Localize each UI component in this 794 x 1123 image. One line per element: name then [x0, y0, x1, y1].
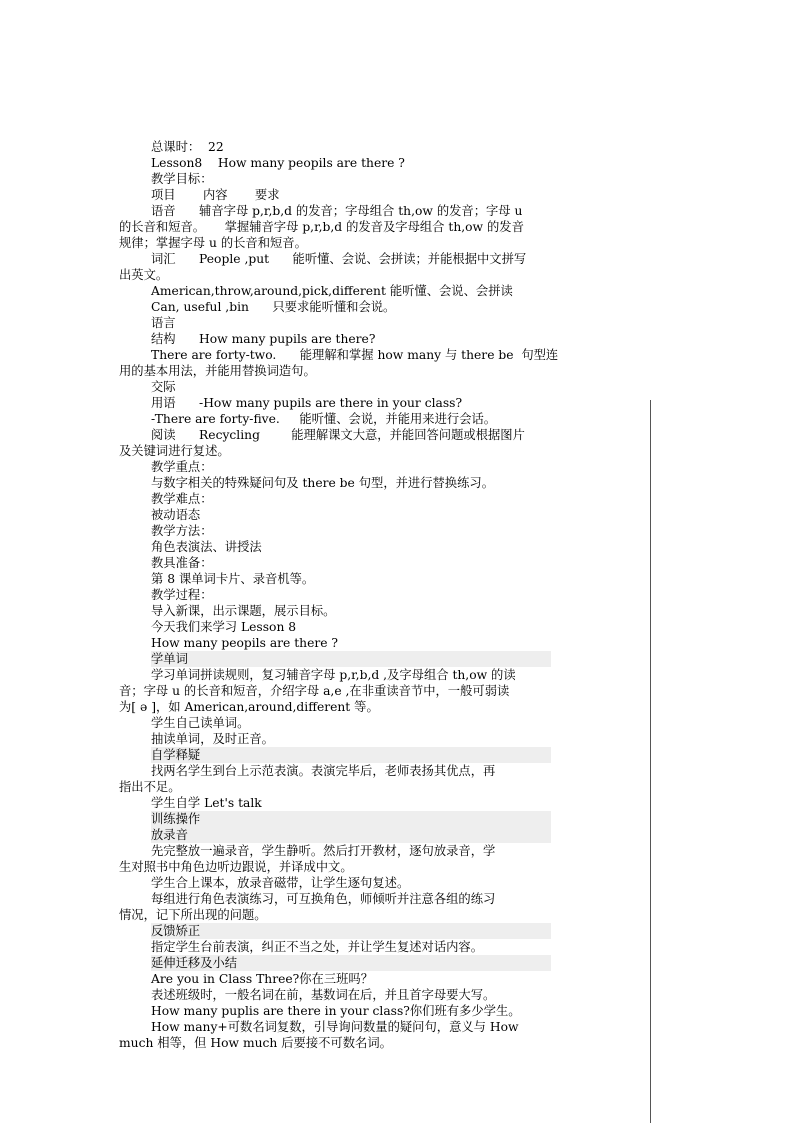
text-line: 指出不足。	[119, 780, 181, 794]
section-heading: 学单词	[151, 651, 551, 667]
text-line: much 相等，但 How much 后要接不可数名词。	[119, 1036, 392, 1050]
text-line: 阅读 Recycling 能理解课文大意，并能回答问题或根据图片	[151, 428, 525, 442]
text-line: 被动语态	[151, 508, 201, 522]
text-line: 的长音和短音。 掌握辅音字母 p,r,b,d 的发音及字母组合 th,ow 的发音	[119, 220, 524, 234]
text-line: 角色表演法、讲授法	[151, 540, 262, 554]
text-line: 音；字母 u 的长音和短音，介绍字母 a,e ,在非重读音节中，一般可弱读	[119, 684, 510, 698]
text-line: 学生自己读单词。	[151, 716, 250, 730]
section-heading: 延伸迁移及小结	[151, 955, 551, 971]
text-line: 今天我们来学习 Lesson 8	[151, 620, 297, 634]
text-line: 导入新课，出示课题，展示目标。	[151, 604, 336, 618]
text-line: 为[ ə ]，如 American,around,different 等。	[119, 700, 379, 714]
heading-key-points: 教学重点：	[151, 460, 213, 474]
text-line: There are forty-two. 能理解和掌握 how many 与 there be 句型连	[151, 348, 559, 362]
text-line: 第 8 课单词卡片、录音机等。	[151, 572, 315, 586]
text-line: 表述班级时，一般名词在前，基数词在后，并且首字母要大写。	[151, 988, 496, 1002]
text-line: 生对照书中角色边听边跟说，并译成中文。	[119, 860, 353, 874]
text-line: 交际	[151, 380, 176, 394]
text-line: How many+可数名词复数，引导询问数量的疑问句，意义与 How	[151, 1020, 519, 1034]
text-line: 规律；掌握字母 u 的长音和短音。	[119, 236, 307, 250]
text-line: 找两名学生到台上示范表演。表演完毕后，老师表扬其优点，再	[151, 764, 496, 778]
total-hours-line: 总课时： 22	[151, 140, 224, 154]
text-line: 语言	[151, 316, 176, 330]
heading-teaching-aids: 教具准备：	[151, 556, 213, 570]
section-heading: 自学释疑	[151, 747, 551, 763]
text-line: 结构 How many pupils are there?	[151, 332, 376, 346]
text-line: 与数字相关的特殊疑问句及 there be 句型，并进行替换练习。	[151, 476, 494, 490]
text-line: How many puplis are there in your class?你们班有多少学生。	[151, 1004, 521, 1018]
text-line: 抽读单词，及时正音。	[151, 732, 274, 746]
lesson-title: Lesson8 How many peopils are there ?	[151, 156, 405, 170]
heading-teaching-goals: 教学目标：	[151, 172, 213, 186]
vertical-divider	[650, 400, 651, 1123]
heading-teaching-process: 教学过程：	[151, 588, 213, 602]
heading-difficult-points: 教学难点：	[151, 492, 213, 506]
text-line: 学生合上课本，放录音磁带，让学生逐句复述。	[151, 876, 410, 890]
goals-table-header: 项目 内容 要求	[151, 188, 280, 202]
text-line: 及关键词进行复述。	[119, 444, 230, 458]
text-line: 先完整放一遍录音，学生静听。然后打开教材，逐句放录音，学	[151, 844, 496, 858]
section-heading: 放录音	[151, 827, 551, 843]
text-line: 学生自学 Let's talk	[151, 796, 262, 810]
text-line: Are you in Class Three?你在三班吗？	[151, 972, 374, 986]
text-line: Can, useful ,bin 只要求能听懂和会说。	[151, 300, 396, 314]
text-line: 每组进行角色表演练习，可互换角色，师倾听并注意各组的练习	[151, 892, 496, 906]
text-line: -There are forty-five. 能听懂、会说，并能用来进行会话。	[151, 412, 497, 426]
heading-teaching-methods: 教学方法：	[151, 524, 213, 538]
text-line: 出英文。	[119, 268, 169, 282]
text-line: 词汇 People ,put 能听懂、会说、会拼读；并能根据中文拼写	[151, 252, 527, 266]
section-heading: 训练操作	[151, 811, 551, 827]
text-line: 学习单词拼读规则，复习辅音字母 p,r,b,d ,及字母组合 th,ow 的读	[151, 668, 516, 682]
text-line: How many peopils are there ?	[151, 636, 339, 650]
text-line: 语音 辅音字母 p,r,b,d 的发音；字母组合 th,ow 的发音；字母 u	[151, 204, 523, 218]
text-line: 情况，记下所出现的问题。	[119, 908, 267, 922]
text-line: American,throw,around,pick,different 能听懂、会说、会拼读	[151, 284, 513, 298]
text-line: 用语 -How many pupils are there in your class?	[151, 396, 463, 410]
text-line: 指定学生台前表演，纠正不当之处，并让学生复述对话内容。	[151, 940, 484, 954]
section-heading: 反馈矫正	[151, 923, 551, 939]
text-line: 用的基本用法，并能用替换词造句。	[119, 364, 316, 378]
